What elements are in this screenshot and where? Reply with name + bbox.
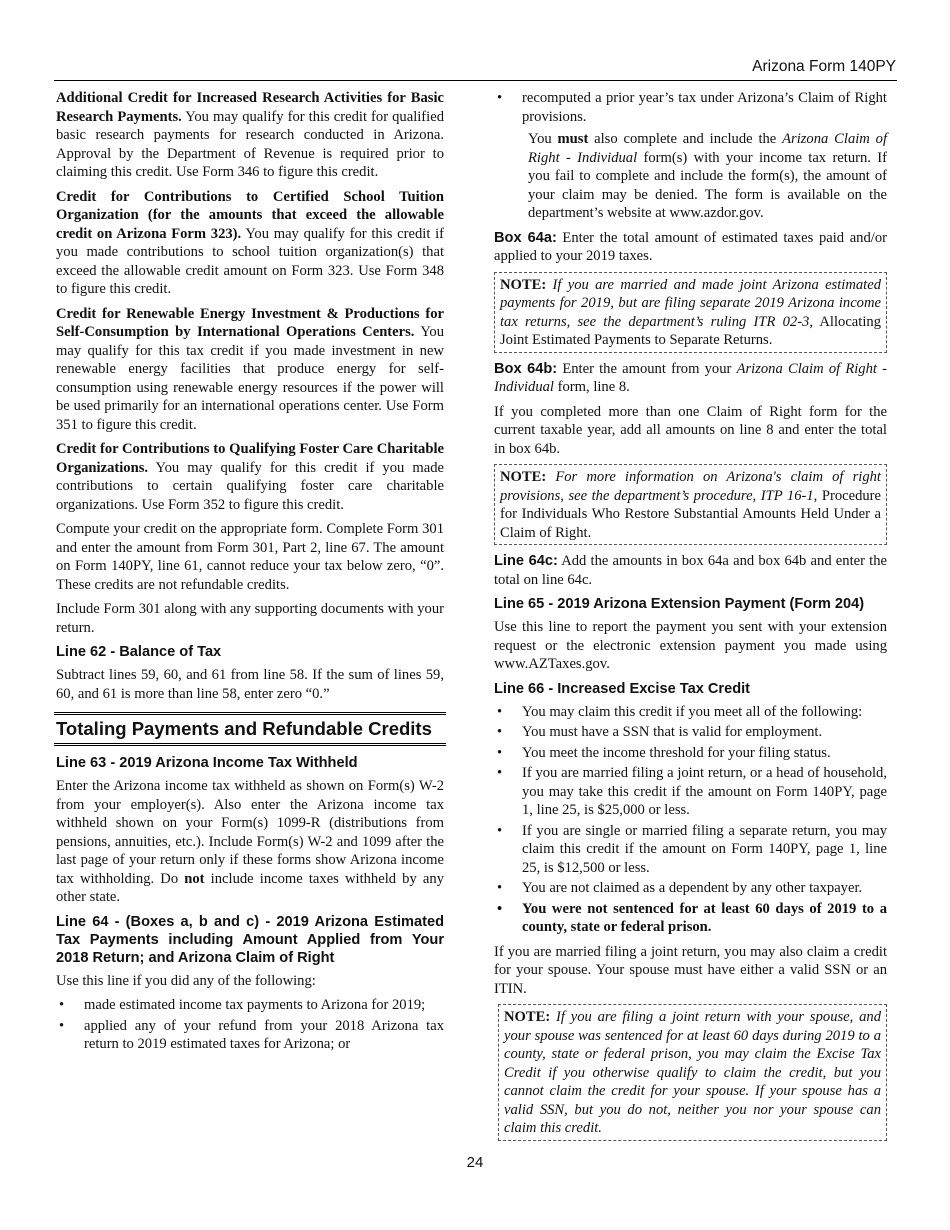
box64b-label: Box 64b: — [494, 360, 558, 377]
header-rule — [54, 80, 897, 81]
line63-text: Enter the Arizona income tax withheld as shown on Form(s) W-2 from your employer(s). Also enter the Arizona income tax withheld shown on your Form(s) 1099-R (distributions from pensions, annuities, etc.). Include Form(s) W-2 and 1099 after the last page of your return only if these forms show Arizona income tax withholding. Do not include income taxes withheld by any other state. — [56, 778, 444, 905]
line66-bullet-list — [494, 703, 887, 937]
claim-of-right-paragraph: You must also complete and include the Arizona Claim of Right - Individual form(s) with your income tax return. If you fail to complete and include the form(s), the amount of your claim may be denied. The form is available on the department’s website at www.azdor.gov. — [528, 131, 888, 221]
list-item: • You are not claimed as a dependent by any other taxpayer. — [494, 879, 887, 898]
list-item: • applied any of your refund from your 2018 Arizona tax return to 2019 estimated taxes for Arizona; or — [56, 1017, 444, 1054]
line64c-paragraph: Line 64c: Add the amounts in box 64a and box 64b and enter the total on line 64c. — [494, 553, 887, 588]
note-box-spouse: NOTE: If you are filing a joint return with your spouse, and your spouse was sentenced for at least 60 days during 2019 to a county, state or federal prison, you may claim the Excise Tax Credit if you otherwise qualify to claim the credit, but you cannot claim the credit for your spouse. If your spouse has a valid SSN, but you do not, neither you nor your spouse can claim this credit. — [498, 1004, 887, 1141]
box64b-multiple-forms: If you completed more than one Claim of Right form for the current taxable year, add all amounts on line 8 and enter the total in box 64b. — [494, 403, 887, 457]
note-label: NOTE: — [500, 276, 547, 293]
compute-credit-paragraph: Compute your credit on the appropriate form. Complete Form 301 and enter the amount from Form 301, Part 2, line 67. The amount on Form 140PY, line 61, cannot reduce your tax below zero, “0”. These credits are not refundable credits. — [56, 521, 444, 593]
right-column — [494, 89, 887, 1148]
school-tuition-credit-title: Credit for Contributions to Certified School Tuition Organization (for the amounts that exceed the allowable credit on Arizona Form 323). — [56, 188, 444, 242]
list-item: • If you are single or married filing a separate return, you may claim this credit if the amount on Form 140PY, page 1, line 25, is $12,500 or less. — [494, 822, 887, 878]
line64-bullet-list — [56, 996, 444, 1054]
list-item: • made estimated income tax payments to Arizona for 2019; — [56, 996, 444, 1015]
line65-text: Use this line to report the payment you sent with your extension request or the electronic extension payment you made using www.AZTaxes.gov. — [494, 619, 887, 672]
list-item: • You must have a SSN that is valid for employment. — [494, 723, 887, 742]
renewable-energy-credit-title: Credit for Renewable Energy Investment & Productions for Self-Consumption by International Operations Centers. — [56, 305, 444, 340]
line62-heading: Line 62 - Balance of Tax — [56, 644, 222, 660]
note-box-estimated: NOTE: If you are married and made joint Arizona estimated payments for 2019, but are filing separate 2019 Arizona income tax returns, see the department’s ruling ITR 02-3, Allocating Joint Estimated Payments to Separate Returns. — [494, 272, 887, 353]
box64a-label: Box 64a: — [494, 229, 557, 246]
line66-heading: Line 66 - Increased Excise Tax Credit — [494, 680, 751, 697]
page-number: 24 — [466, 1154, 484, 1171]
box64b-paragraph: Box 64b: Enter the amount from your Arizona Claim of Right - Individual form, line 8. — [494, 360, 887, 395]
line62-text: Subtract lines 59, 60, and 61 from line 58. If the sum of lines 59, 60, and 61 is more than line 58, enter zero “0.” — [56, 667, 444, 702]
research-credit-paragraph: Additional Credit for Increased Research Activities for Basic Research Payments. You may qualify for this credit for qualified basic research payments for research conducted in Arizona. Approval by the Department of Revenue is required prior to claiming this credit. Use Form 346 to figure this credit. — [56, 90, 444, 180]
box64a-paragraph: Box 64a: Enter the total amount of estimated taxes paid and/or applied to your 2019 taxes. — [494, 229, 887, 264]
claim-of-right-bullet-list — [494, 89, 887, 126]
list-item: • recomputed a prior year’s tax under Arizona’s Claim of Right provisions. — [494, 89, 887, 126]
line64-intro: Use this line if you did any of the following: — [56, 972, 316, 989]
include-form-paragraph: Include Form 301 along with any supporting documents with your return. — [56, 601, 444, 636]
line64-heading: Line 64 - (Boxes a, b and c) - 2019 Arizona Estimated Tax Payments including Amount Applied from Your 2018 Return; and Arizona Claim of Right — [56, 913, 444, 966]
note-label: NOTE: — [500, 469, 547, 485]
renewable-energy-credit-paragraph: Credit for Renewable Energy Investment & Productions for Self-Consumption by International Operations Centers. You may qualify for this tax credit if you made investment in new renewable energy facilities that produce energy for self-consumption using renewable energy resources if the power will be used primarily for an international operations center. Use Form 351 to figure this credit. — [56, 305, 444, 433]
line64c-label: Line 64c: — [494, 553, 558, 569]
section-title: Totaling Payments and Refundable Credits — [54, 712, 446, 746]
page-header: Arizona Form 140PY — [752, 58, 896, 75]
foster-care-credit-paragraph: Credit for Contributions to Qualifying Foster Care Charitable Organizations. You may qualify for this credit if you made contributions to certain qualifying foster care charitable organizations. Use Form 352 to figure this credit. — [56, 441, 444, 513]
left-column — [56, 89, 444, 1060]
line66-spouse-paragraph: If you are married filing a joint return, you may also claim a credit for your spouse. Your spouse must have either a valid SSN or an ITIN. — [494, 943, 887, 997]
research-credit-title: Additional Credit for Increased Research Activities for Basic Research Payments. — [56, 90, 444, 125]
line65-heading: Line 65 - 2019 Arizona Extension Payment (Form 204) — [494, 596, 865, 612]
list-item: • You may claim this credit if you meet all of the following: — [494, 703, 887, 722]
note-label: NOTE: — [504, 1009, 551, 1025]
note-box-claim-of-right: NOTE: For more information on Arizona's claim of right provisions, see the department’s procedure, ITP 16-1, Procedure for Individuals Who Restore Substantial Amounts Held Under a Claim of Right. — [494, 464, 887, 545]
list-item: • You meet the income threshold for your filing status. — [494, 744, 887, 763]
list-item: • You were not sentenced for at least 60 days of 2019 to a county, state or federal prison. — [494, 900, 887, 937]
foster-care-credit-title: Credit for Contributions to Qualifying Foster Care Charitable Organizations. — [56, 441, 444, 476]
list-item: • If you are married filing a joint return, or a head of household, you may take this credit if the amount on Form 140PY, page 1, line 25, is $25,000 or less. — [494, 764, 887, 820]
school-tuition-credit-paragraph: Credit for Contributions to Certified School Tuition Organization (for the amounts that exceed the allowable credit on Arizona Form 323). You may qualify for this credit if you made contributions to school tuition organization(s) that exceed the allowable credit amount on Form 323. Use Form 348 to figure this credit. — [56, 188, 444, 297]
line63-heading: Line 63 - 2019 Arizona Income Tax Withheld — [56, 755, 358, 771]
